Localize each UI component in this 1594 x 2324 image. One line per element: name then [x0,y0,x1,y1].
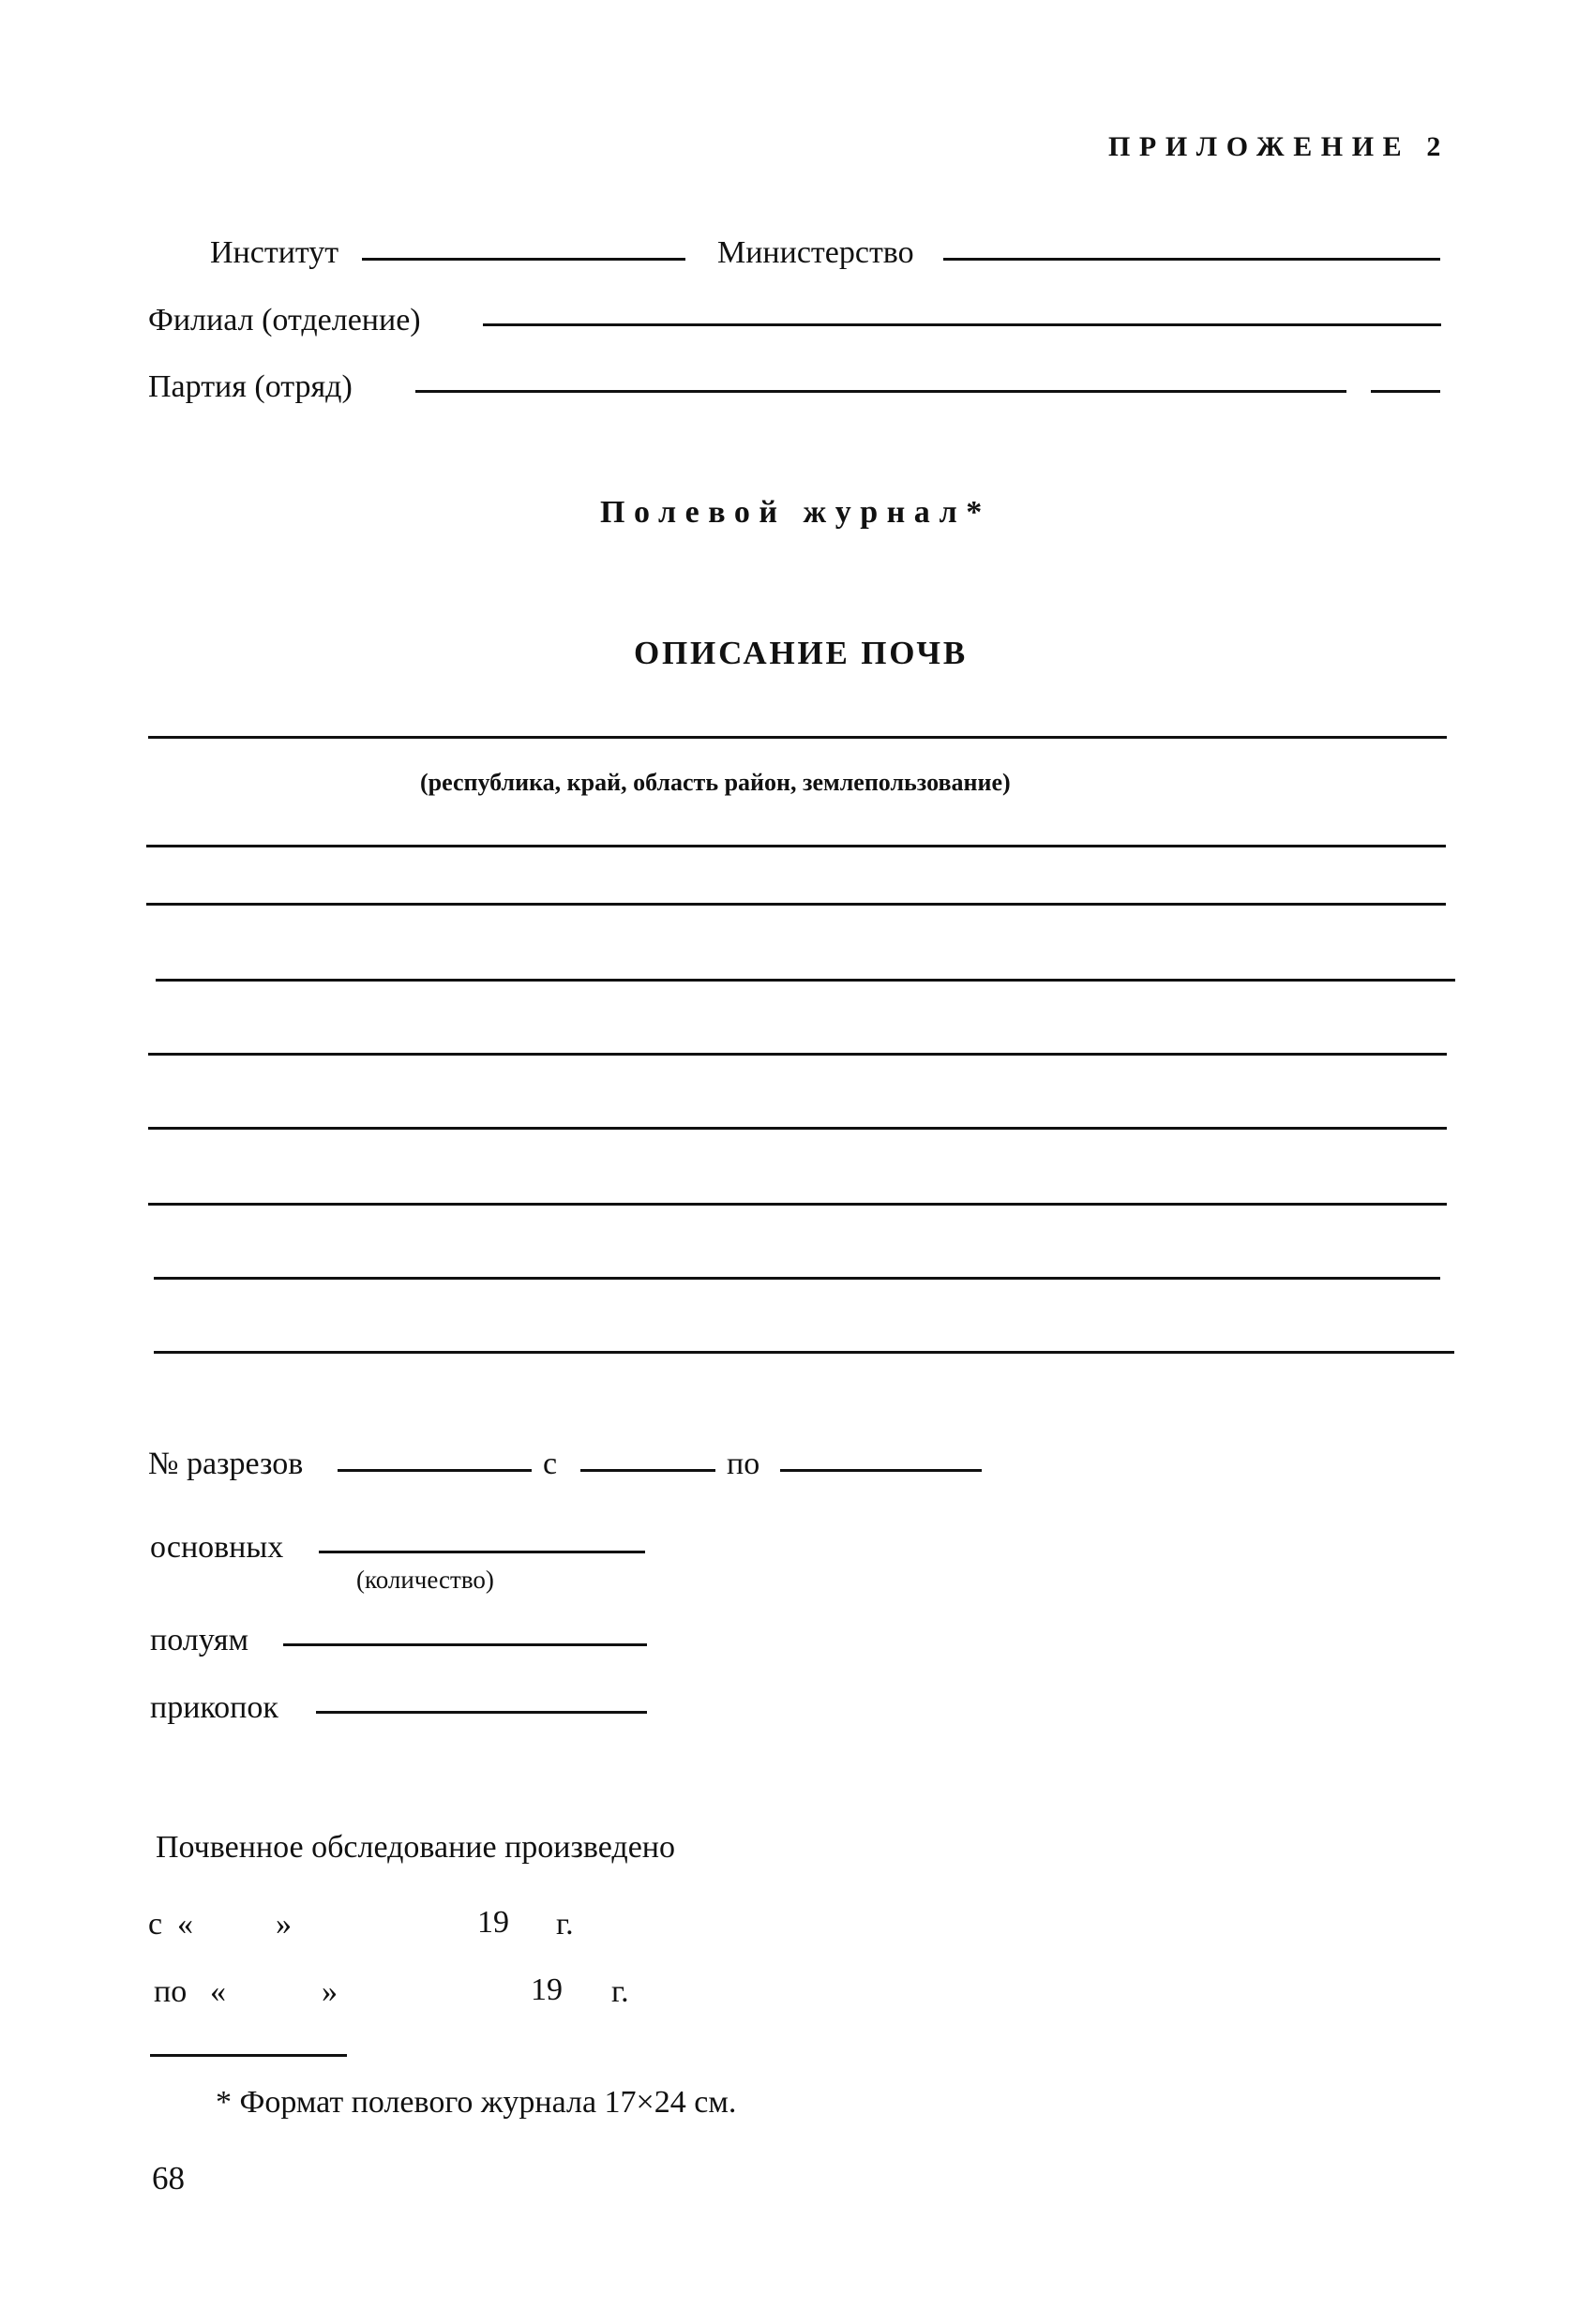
footnote-separator [150,2054,347,2057]
quantity-caption: (количество) [356,1566,494,1594]
cuts-from-field[interactable] [580,1469,715,1472]
appendix-heading: ПРИЛОЖЕНИЕ 2 [1108,131,1450,162]
party-field-extra[interactable] [1371,390,1440,393]
cuts-label: № разрезов [148,1447,304,1481]
institute-field[interactable] [362,258,685,261]
survey-from-open-quote: « [177,1907,193,1942]
half-pits-label: полуям [150,1623,249,1657]
party-field[interactable] [415,390,1346,393]
blank-line[interactable] [148,1203,1447,1206]
half-pits-field[interactable] [283,1643,647,1646]
cuts-count-field[interactable] [338,1469,532,1472]
main-count-field[interactable] [319,1551,645,1553]
footnote-text: * Формат полевого журнала 17×24 см. [216,2085,737,2120]
journal-title: Полевой журнал* [600,495,991,530]
party-label: Партия (отряд) [148,369,353,404]
main-label: основных [150,1530,284,1565]
prikopok-field[interactable] [316,1711,647,1714]
blank-line[interactable] [146,845,1446,847]
page-number: 68 [152,2160,185,2197]
blank-line[interactable] [148,1127,1447,1130]
soil-description-title: ОПИСАНИЕ ПОЧВ [634,635,969,671]
cuts-to-field[interactable] [780,1469,982,1472]
prikopok-label: прикопок [150,1690,278,1725]
survey-from-close-quote: » [276,1907,292,1942]
survey-from-year: 19 [477,1905,509,1940]
survey-intro: Почвенное обследование произведено [156,1830,675,1865]
branch-label: Филиал (отделение) [148,303,421,337]
survey-to-prefix: по [154,1974,188,2009]
survey-from-year-suffix: г. [556,1907,574,1942]
cuts-to-label: по [727,1447,760,1481]
ministry-label: Министерство [717,235,914,270]
blank-line[interactable] [148,1053,1447,1056]
institute-label: Институт [210,235,339,270]
ministry-field[interactable] [943,258,1440,261]
region-caption: (республика, край, область район, землепользование) [420,769,1011,796]
blank-line[interactable] [146,903,1446,906]
blank-line[interactable] [156,979,1455,982]
blank-line[interactable] [154,1277,1440,1280]
survey-to-close-quote: » [322,1974,338,2009]
blank-line[interactable] [154,1351,1454,1354]
survey-to-open-quote: « [210,1974,226,2009]
cuts-from-label: с [543,1447,558,1481]
survey-to-year: 19 [531,1972,563,2007]
survey-to-year-suffix: г. [611,1974,629,2009]
survey-from-prefix: с [148,1907,163,1942]
branch-field[interactable] [483,323,1441,326]
region-field[interactable] [148,736,1447,739]
